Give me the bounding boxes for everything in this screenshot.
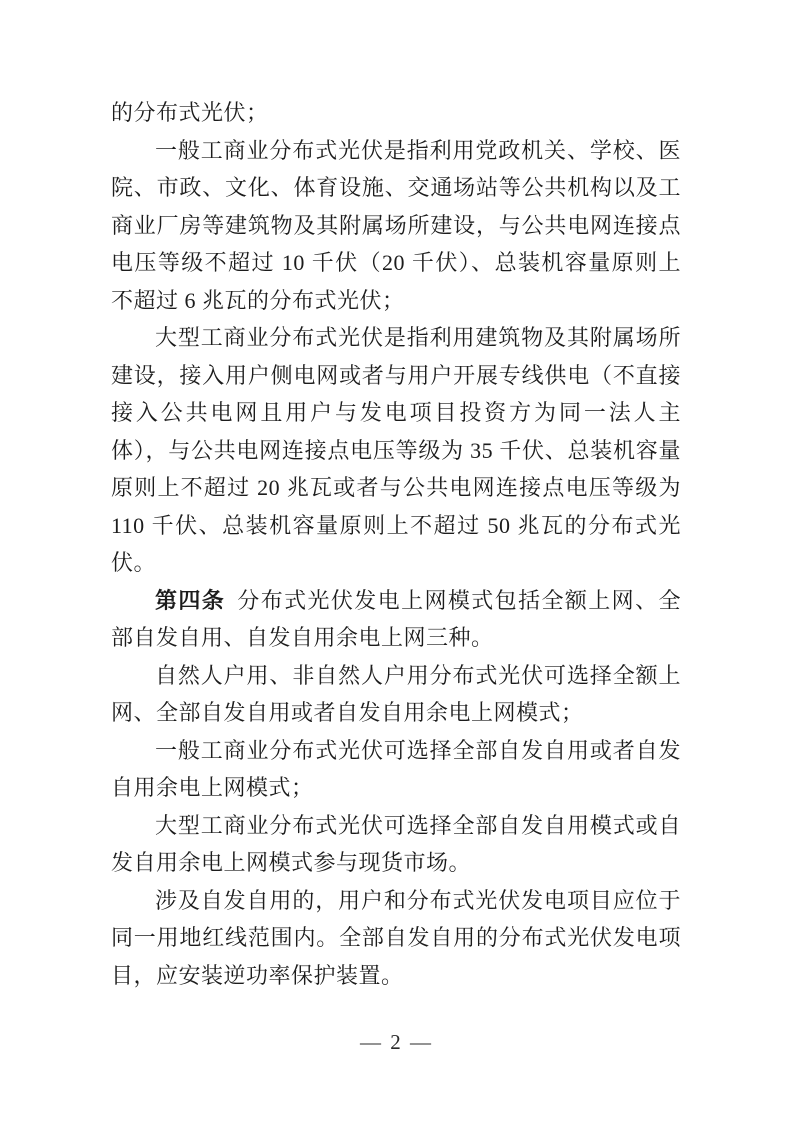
body-text xyxy=(111,94,681,994)
paragraph: 大型工商业分布式光伏是指利用建筑物及其附属场所建设，接入用户侧电网或者与用户开展专线供电（不直接接入公共电网且用户与发电项目投资方为同一法人主体），与公共电网连接点电压等级为 35 千伏、总装机容量原则上不超过 20 兆瓦或者与公共电网连接点电压等级为 110 千伏、总装机容量原则上不超过 50 兆瓦的分布式光伏。 xyxy=(111,325,681,575)
paragraph: 的分布式光伏； xyxy=(111,100,269,125)
paragraph: 涉及自发自用的，用户和分布式光伏发电项目应位于同一用地红线范围内。全部自发自用的分布式光伏发电项目，应安装逆功率保护装置。 xyxy=(111,887,681,988)
article-number: 第四条 xyxy=(155,587,226,613)
paragraph: 一般工商业分布式光伏是指利用党政机关、学校、医院、市政、文化、体育设施、交通场站等公共机构以及工商业厂房等建筑物及其附属场所建设，与公共电网连接点电压等级不超过 10 千伏（20 千伏）、总装机容量原则上不超过 6 兆瓦的分布式光伏； xyxy=(111,137,681,313)
paragraph: 一般工商业分布式光伏可选择全部自发自用或者自发自用余电上网模式； xyxy=(111,737,681,800)
paragraph: 自然人户用、非自然人户用分布式光伏可选择全额上网、全部自发自用或者自发自用余电上网模式； xyxy=(111,662,681,725)
paragraph: 第四条 分布式光伏发电上网模式包括全额上网、全部自发自用、自发自用余电上网三种。 xyxy=(111,587,681,650)
paragraph: 大型工商业分布式光伏可选择全部自发自用模式或自发自用余电上网模式参与现货市场。 xyxy=(111,812,681,875)
page-number: — 2 — xyxy=(360,1030,433,1054)
